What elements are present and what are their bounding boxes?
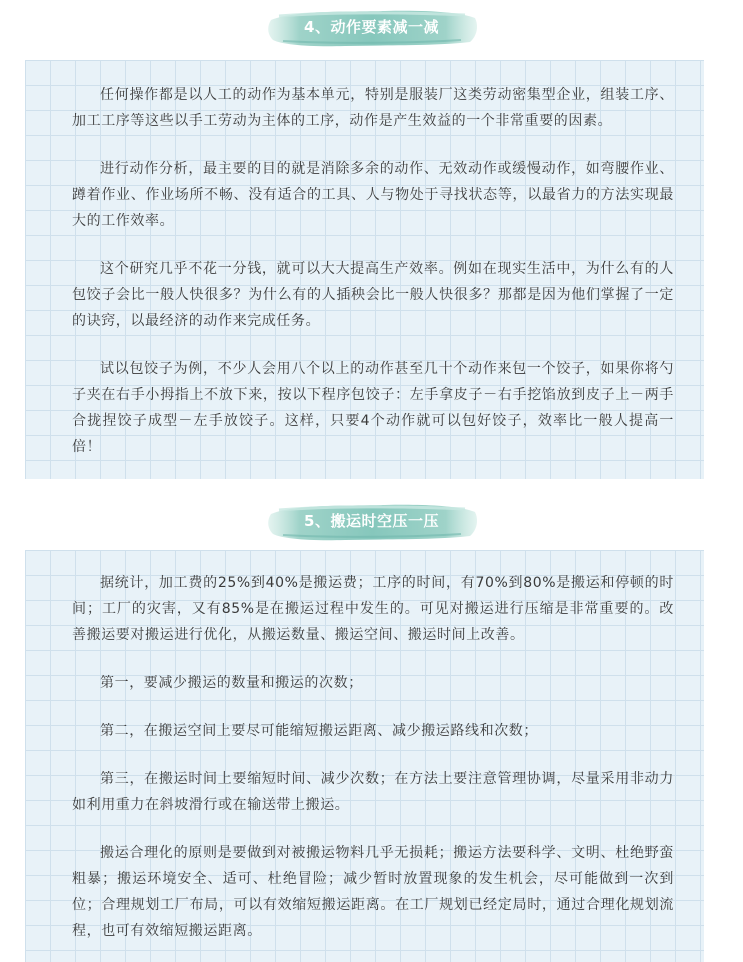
paragraph: 第二，在搬运空间上要尽可能缩短搬运距离、减少搬运路线和次数； [100, 723, 538, 739]
paragraph: 第一，要减少搬运的数量和搬运的次数； [100, 675, 363, 691]
section-title: 5、搬运时空压一压 [304, 512, 439, 530]
section-title: 4、动作要素减一减 [304, 18, 439, 36]
paragraph: 第三，在搬运时间上要缩短时间、减少次数；在方法上要注意管理协调，尽量采用非动力如利用重力在斜坡滑行或在输送带上搬运。 [72, 771, 674, 813]
paragraph: 搬运合理化的原则是要做到对被搬运物料几乎无损耗；搬运方法要科学、文明、杜绝野蛮粗暴；搬运环境安全、适可、杜绝冒险；减少暂时放置现象的发生机会，尽可能做到一次到位；合理规划工厂布局，可以有效缩短搬运距离。在工厂规划已经定局时，通过合理化规划流程，也可有效缩短搬运距离。 [72, 845, 674, 939]
content-panel [25, 550, 704, 962]
paragraph: 进行动作分析，最主要的目的就是消除多余的动作、无效动作或缓慢动作，如弯腰作业、蹲着作业、作业场所不畅、没有适合的工具、人与物处于寻找状态等，以最省力的方法实现最大的工作效率。 [72, 161, 674, 229]
paragraph: 试以包饺子为例，不少人会用八个以上的动作甚至几十个动作来包一个饺子，如果你将勺子夹在右手小拇指上不放下来，按以下程序包饺子：左手拿皮子－右手挖馅放到皮子上－两手合拢捏饺子成型－左手放饺子。这样，只要4个动作就可以包好饺子，效率比一般人提高一倍！ [72, 361, 674, 455]
content-panel [25, 60, 704, 479]
paragraph: 据统计，加工费的25%到40%是搬运费；工序的时间，有70%到80%是搬运和停顿的时间；工厂的灾害，又有85%是在搬运过程中发生的。可见对搬运进行压缩是非常重要的。改善搬运要对搬运进行优化，从搬运数量、搬运空间、搬运时间上改善。 [72, 575, 674, 643]
paragraph: 这个研究几乎不花一分钱，就可以大大提高生产效率。例如在现实生活中，为什么有的人包饺子会比一般人快很多？为什么有的人插秧会比一般人快很多？那都是因为他们掌握了一定的诀窍，以最经济的动作来完成任务。 [72, 261, 674, 329]
paragraph: 任何操作都是以人工的动作为基本单元，特别是服装厂这类劳动密集型企业，组装工序、加工工序等这些以手工劳动为主体的工序，动作是产生效益的一个非常重要的因素。 [72, 87, 674, 129]
section-title-banner [265, 500, 479, 542]
section-title-banner [265, 6, 479, 48]
